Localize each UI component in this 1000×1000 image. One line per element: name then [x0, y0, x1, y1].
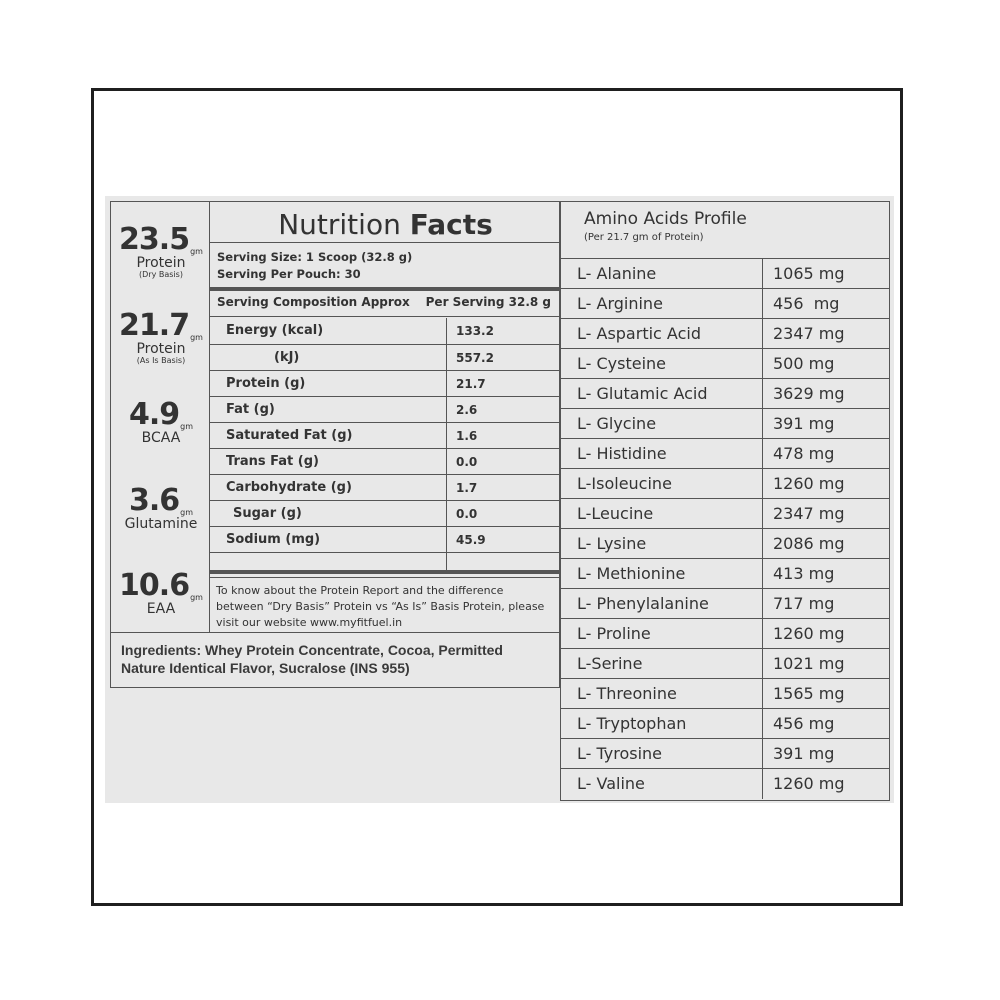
amino-value: 391 mg — [773, 414, 835, 433]
table-row — [561, 679, 889, 709]
amino-name: L- Alanine — [577, 264, 657, 283]
divider — [210, 316, 559, 317]
amino-value: 2347 mg — [773, 504, 845, 523]
amino-value: 3629 mg — [773, 384, 845, 403]
nutrition-facts-panel — [209, 201, 560, 633]
summary-value: 21.7 — [119, 308, 190, 343]
ingredients-panel — [110, 632, 560, 688]
note-line: between “Dry Basis” Protein vs “As Is” Basis Protein, please — [216, 600, 545, 613]
thick-divider — [210, 570, 559, 574]
amino-table — [561, 258, 889, 799]
summary-label: Protein — [136, 341, 186, 357]
amino-value: 456 mg — [773, 714, 835, 733]
amino-name: L-Isoleucine — [577, 474, 672, 493]
table-row — [561, 289, 889, 319]
table-row — [561, 439, 889, 469]
ingredients-text — [121, 641, 555, 677]
table-row — [561, 709, 889, 739]
amino-value: 2086 mg — [773, 534, 845, 553]
summary-bcaa — [111, 399, 211, 445]
summary-unit: gm — [180, 508, 194, 517]
amino-name: L- Glycine — [577, 414, 657, 433]
amino-value: 391 mg — [773, 744, 835, 763]
amino-subtitle: (Per 21.7 gm of Protein) — [584, 232, 704, 243]
table-row — [561, 589, 889, 619]
amino-value: 413 mg — [773, 564, 835, 583]
nutrient-label: Trans Fat (g) — [226, 454, 319, 469]
nutrient-label: Energy (kcal) — [226, 323, 324, 338]
amino-name: L- Threonine — [577, 684, 677, 703]
nutrient-value: 0.0 — [456, 455, 478, 469]
table-row — [210, 526, 559, 552]
composition-header: Serving Composition Approx — [217, 295, 410, 309]
summary-sublabel: (As Is Basis) — [136, 356, 186, 365]
nutrient-value: 557.2 — [456, 351, 494, 365]
table-row — [561, 769, 889, 799]
table-row — [561, 349, 889, 379]
summary-label: Protein — [136, 255, 186, 271]
summary-value: 23.5 — [119, 222, 190, 257]
summary-eaa — [111, 570, 211, 616]
title-bold: Facts — [409, 208, 493, 241]
table-row — [561, 649, 889, 679]
summary-unit: gm — [190, 593, 203, 602]
amino-value: 1260 mg — [773, 774, 845, 793]
table-row — [561, 499, 889, 529]
summary-protein-as-is — [111, 310, 211, 366]
amino-name: L- Aspartic Acid — [577, 324, 701, 343]
summary-label: BCAA — [141, 430, 181, 446]
amino-name: L- Tryptophan — [577, 714, 687, 733]
serving-per-pouch: Serving Per Pouch: 30 — [217, 267, 361, 281]
table-row — [561, 409, 889, 439]
amino-value: 2347 mg — [773, 324, 845, 343]
table-row — [210, 370, 559, 396]
amino-name: L- Arginine — [577, 294, 663, 313]
amino-name: L- Valine — [577, 774, 645, 793]
table-row — [210, 500, 559, 526]
title-light: Nutrition — [278, 208, 401, 241]
summary-label: Glutamine — [124, 516, 198, 532]
table-row — [561, 559, 889, 589]
amino-value: 1260 mg — [773, 624, 845, 643]
summary-unit: gm — [190, 247, 203, 256]
nutrient-value: 1.7 — [456, 481, 478, 495]
amino-title: Amino Acids Profile — [584, 209, 747, 229]
amino-name: L-Serine — [577, 654, 643, 673]
table-row — [210, 422, 559, 448]
amino-value: 500 mg — [773, 354, 835, 373]
nutrient-label: (kJ) — [274, 350, 300, 365]
note-line: To know about the Protein Report and the difference — [216, 584, 504, 597]
ingredients-line: Nature Identical Flavor, Sucralose (INS 955) — [121, 660, 410, 676]
table-row — [561, 619, 889, 649]
nutrient-label: Sodium (mg) — [226, 532, 321, 547]
table-row — [561, 259, 889, 289]
amino-value: 717 mg — [773, 594, 835, 613]
table-row — [210, 474, 559, 500]
table-row — [561, 529, 889, 559]
nutrient-label: Saturated Fat (g) — [226, 428, 353, 443]
nutrient-value: 21.7 — [456, 377, 486, 391]
table-row — [210, 318, 559, 344]
summary-value: 3.6 — [128, 483, 180, 518]
summary-protein-dry — [111, 224, 211, 280]
nutrient-value: 1.6 — [456, 429, 478, 443]
divider — [210, 577, 559, 578]
amino-value: 456 mg — [773, 294, 840, 313]
amino-value: 1565 mg — [773, 684, 845, 703]
per-serving-header: Per Serving 32.8 g — [425, 295, 551, 309]
table-row — [561, 469, 889, 499]
ingredients-line: Ingredients: Whey Protein Concentrate, Cocoa, Permitted — [121, 642, 503, 658]
amino-name: L- Proline — [577, 624, 651, 643]
amino-name: L- Methionine — [577, 564, 686, 583]
table-row — [210, 344, 559, 370]
amino-acids-panel — [560, 201, 890, 801]
summary-unit: gm — [180, 422, 194, 431]
amino-value: 1021 mg — [773, 654, 845, 673]
protein-report-note — [216, 583, 556, 631]
nutrient-label: Sugar (g) — [233, 506, 302, 521]
amino-name: L- Phenylalanine — [577, 594, 709, 613]
divider — [210, 242, 559, 243]
amino-value: 1260 mg — [773, 474, 845, 493]
nutrient-value: 45.9 — [456, 533, 486, 547]
summary-value: 4.9 — [128, 397, 180, 432]
table-row — [210, 448, 559, 474]
summary-unit: gm — [190, 333, 203, 342]
thick-divider — [210, 287, 559, 291]
nutrition-table — [210, 318, 559, 574]
amino-value: 478 mg — [773, 444, 835, 463]
amino-name: L- Lysine — [577, 534, 647, 553]
nutrient-label: Fat (g) — [226, 402, 275, 417]
table-row — [210, 396, 559, 422]
nutrient-label: Carbohydrate (g) — [226, 480, 352, 495]
summary-label: EAA — [146, 601, 176, 617]
nutrition-facts-title — [210, 210, 561, 240]
amino-name: L-Leucine — [577, 504, 654, 523]
amino-name: L- Histidine — [577, 444, 667, 463]
amino-name: L- Glutamic Acid — [577, 384, 708, 403]
table-row — [561, 739, 889, 769]
nutrient-value: 2.6 — [456, 403, 478, 417]
serving-size: Serving Size: 1 Scoop (32.8 g) — [217, 250, 413, 264]
summary-value: 10.6 — [119, 568, 190, 603]
nutrient-label: Protein (g) — [226, 376, 306, 391]
summary-column — [110, 201, 210, 633]
amino-name: L- Cysteine — [577, 354, 667, 373]
summary-glutamine — [111, 485, 211, 531]
amino-value: 1065 mg — [773, 264, 845, 283]
nutrient-value: 0.0 — [456, 507, 478, 521]
table-row — [561, 379, 889, 409]
amino-name: L- Tyrosine — [577, 744, 663, 763]
table-row — [561, 319, 889, 349]
note-line: visit our website www.myfitfuel.in — [216, 616, 403, 629]
summary-sublabel: (Dry Basis) — [139, 270, 183, 279]
nutrient-value: 133.2 — [456, 324, 494, 338]
